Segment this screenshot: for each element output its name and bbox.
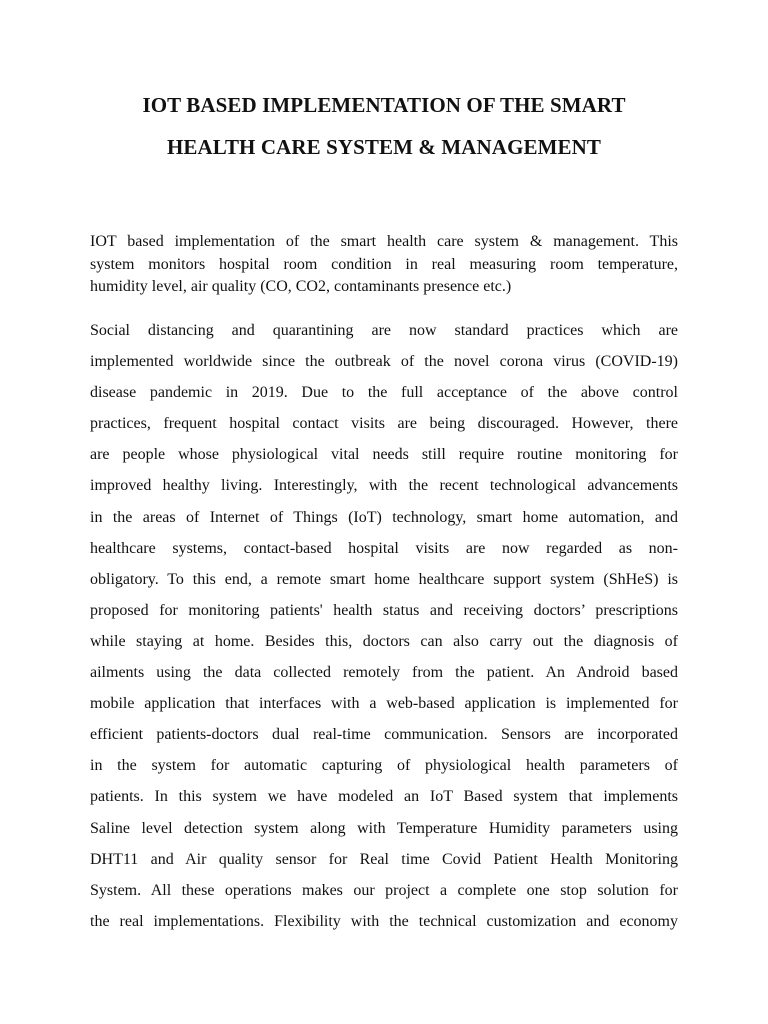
body-line: implemented worldwide since the outbreak of the novel corona virus (COVID-19) bbox=[90, 353, 678, 371]
body-line: Social distancing and quarantining are now standard practices which are bbox=[90, 322, 678, 339]
intro-line: system monitors hospital room condition in real measuring room temperature, bbox=[90, 255, 678, 273]
body-line: DHT11 and Air quality sensor for Real time Covid Patient Health Monitoring bbox=[90, 850, 678, 868]
intro-line: humidity level, air quality (CO, CO2, contaminants presence etc.) bbox=[90, 278, 512, 295]
body-line: in the system for automatic capturing of physiological health parameters of bbox=[90, 757, 678, 775]
document-title-line-2: HEALTH CARE SYSTEM & MANAGEMENT bbox=[166, 135, 602, 159]
body-line: patients. In this system we have modeled an IoT Based system that implements bbox=[90, 788, 678, 806]
body-line: proposed for monitoring patients' health status and receiving doctors’ prescriptions bbox=[90, 601, 678, 619]
document-title-line-1: IOT BASED IMPLEMENTATION OF THE SMART bbox=[142, 93, 626, 117]
body-line: are people whose physiological vital needs still require routine monitoring for bbox=[90, 446, 678, 464]
body-line: in the areas of Internet of Things (IoT) technology, smart home automation, and bbox=[90, 508, 678, 526]
body-line: practices, frequent hospital contact visits are being discouraged. However, there bbox=[90, 415, 678, 433]
body-paragraph bbox=[90, 315, 678, 937]
intro-paragraph bbox=[90, 231, 678, 299]
body-line: Saline level detection system along with Temperature Humidity parameters using bbox=[90, 819, 678, 837]
body-line: efficient patients-doctors dual real-time communication. Sensors are incorporated bbox=[90, 726, 678, 744]
body-line: disease pandemic in 2019. Due to the full acceptance of the above control bbox=[90, 384, 678, 402]
body-line: healthcare systems, contact-based hospital visits are now regarded as non- bbox=[90, 539, 678, 557]
body-line: the real implementations. Flexibility with the technical customization and economy bbox=[90, 912, 678, 930]
body-line: improved healthy living. Interestingly, with the recent technological advancements bbox=[90, 477, 678, 495]
body-line: System. All these operations makes our project a complete one stop solution for bbox=[90, 881, 678, 899]
body-line: ailments using the data collected remotely from the patient. An Android based bbox=[90, 664, 678, 682]
intro-line: IOT based implementation of the smart health care system & management. This bbox=[90, 233, 678, 250]
body-line: obligatory. To this end, a remote smart home healthcare support system (ShHeS) is bbox=[90, 570, 678, 588]
body-line: while staying at home. Besides this, doctors can also carry out the diagnosis of bbox=[90, 632, 678, 650]
body-line: mobile application that interfaces with a web-based application is implemented for bbox=[90, 695, 678, 713]
